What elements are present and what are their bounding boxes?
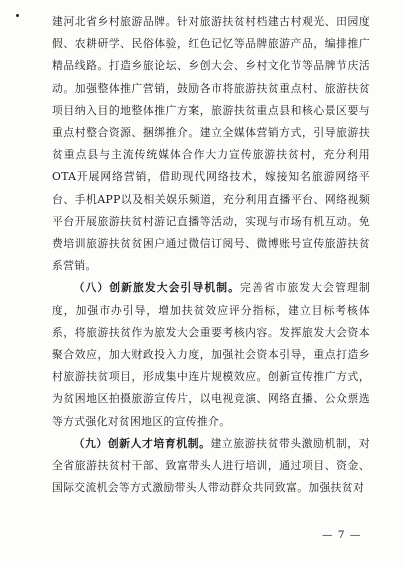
page-number: — 7 — — [322, 529, 362, 541]
paragraph-text: 建立旅游扶贫带头激励机制，对全省旅游扶贫村干部、致富带头人进行培训，通过项目、资金、国际交流机会等方式激励带头人带动群众共同致富。加强扶贫对 — [52, 436, 370, 495]
paragraph-text: 建河北省乡村旅游品牌。针对旅游扶贫村档建古村观光、田园度假、农耕研学、民俗体验，红色记忆等品牌旅游产品，编排推广精品线路。打造乡旅论坛、乡创大会、乡村文化节等品牌节庆活动。加强整体推广营销，鼓励各市将旅游扶贫重点村、旅游扶贫项目纳入目的地整体推广方案，旅游扶贫重点县和核心景区要与重点村整合资源、捆绑推介。建立全媒体营销方式，引导旅游扶贫重点县与主流传统媒体合作大力宣传旅游扶贫村，充分利用OTA开展网络营销，借助现代网络技术，嫁接知名旅游网络平台、手机APP以及相关娱乐频道，充分利用直播平台、网络视频平台开展旅游扶贫村游记直播等活动，实现与市场有机互动。免费培训旅游扶贫贫困户通过微信订阅号、微博账号宣传旅游扶贫系营销。 — [52, 15, 370, 273]
paragraph-section-9 — [52, 433, 370, 500]
paragraph-text: 完善省市旅发大会管理制度，加强市办引导，增加扶贫效应评分指标，建立目标考核体系，将旅游扶贫作为旅发大会重要考核内容。发挥旅发大会资本聚合效应，加大财政投入力度，加强社会资本引导，重点打造乡村旅游扶贫项目，形成集中连片规模效应。创新宣传推广方式，为贫困地区拍摄旅游宣传片，以电视竞演、网络直播、公众票选等方式强化对贫困地区的宣传推介。 — [52, 281, 370, 428]
paragraph-continuation — [52, 11, 370, 277]
paragraph-section-8 — [52, 277, 370, 432]
section-heading: （八）创新旅发大会引导机制。 — [73, 281, 240, 295]
binding-hole-mark — [16, 14, 19, 17]
document-body — [52, 11, 370, 499]
section-heading: （九）创新人才培育机制。 — [73, 436, 211, 450]
